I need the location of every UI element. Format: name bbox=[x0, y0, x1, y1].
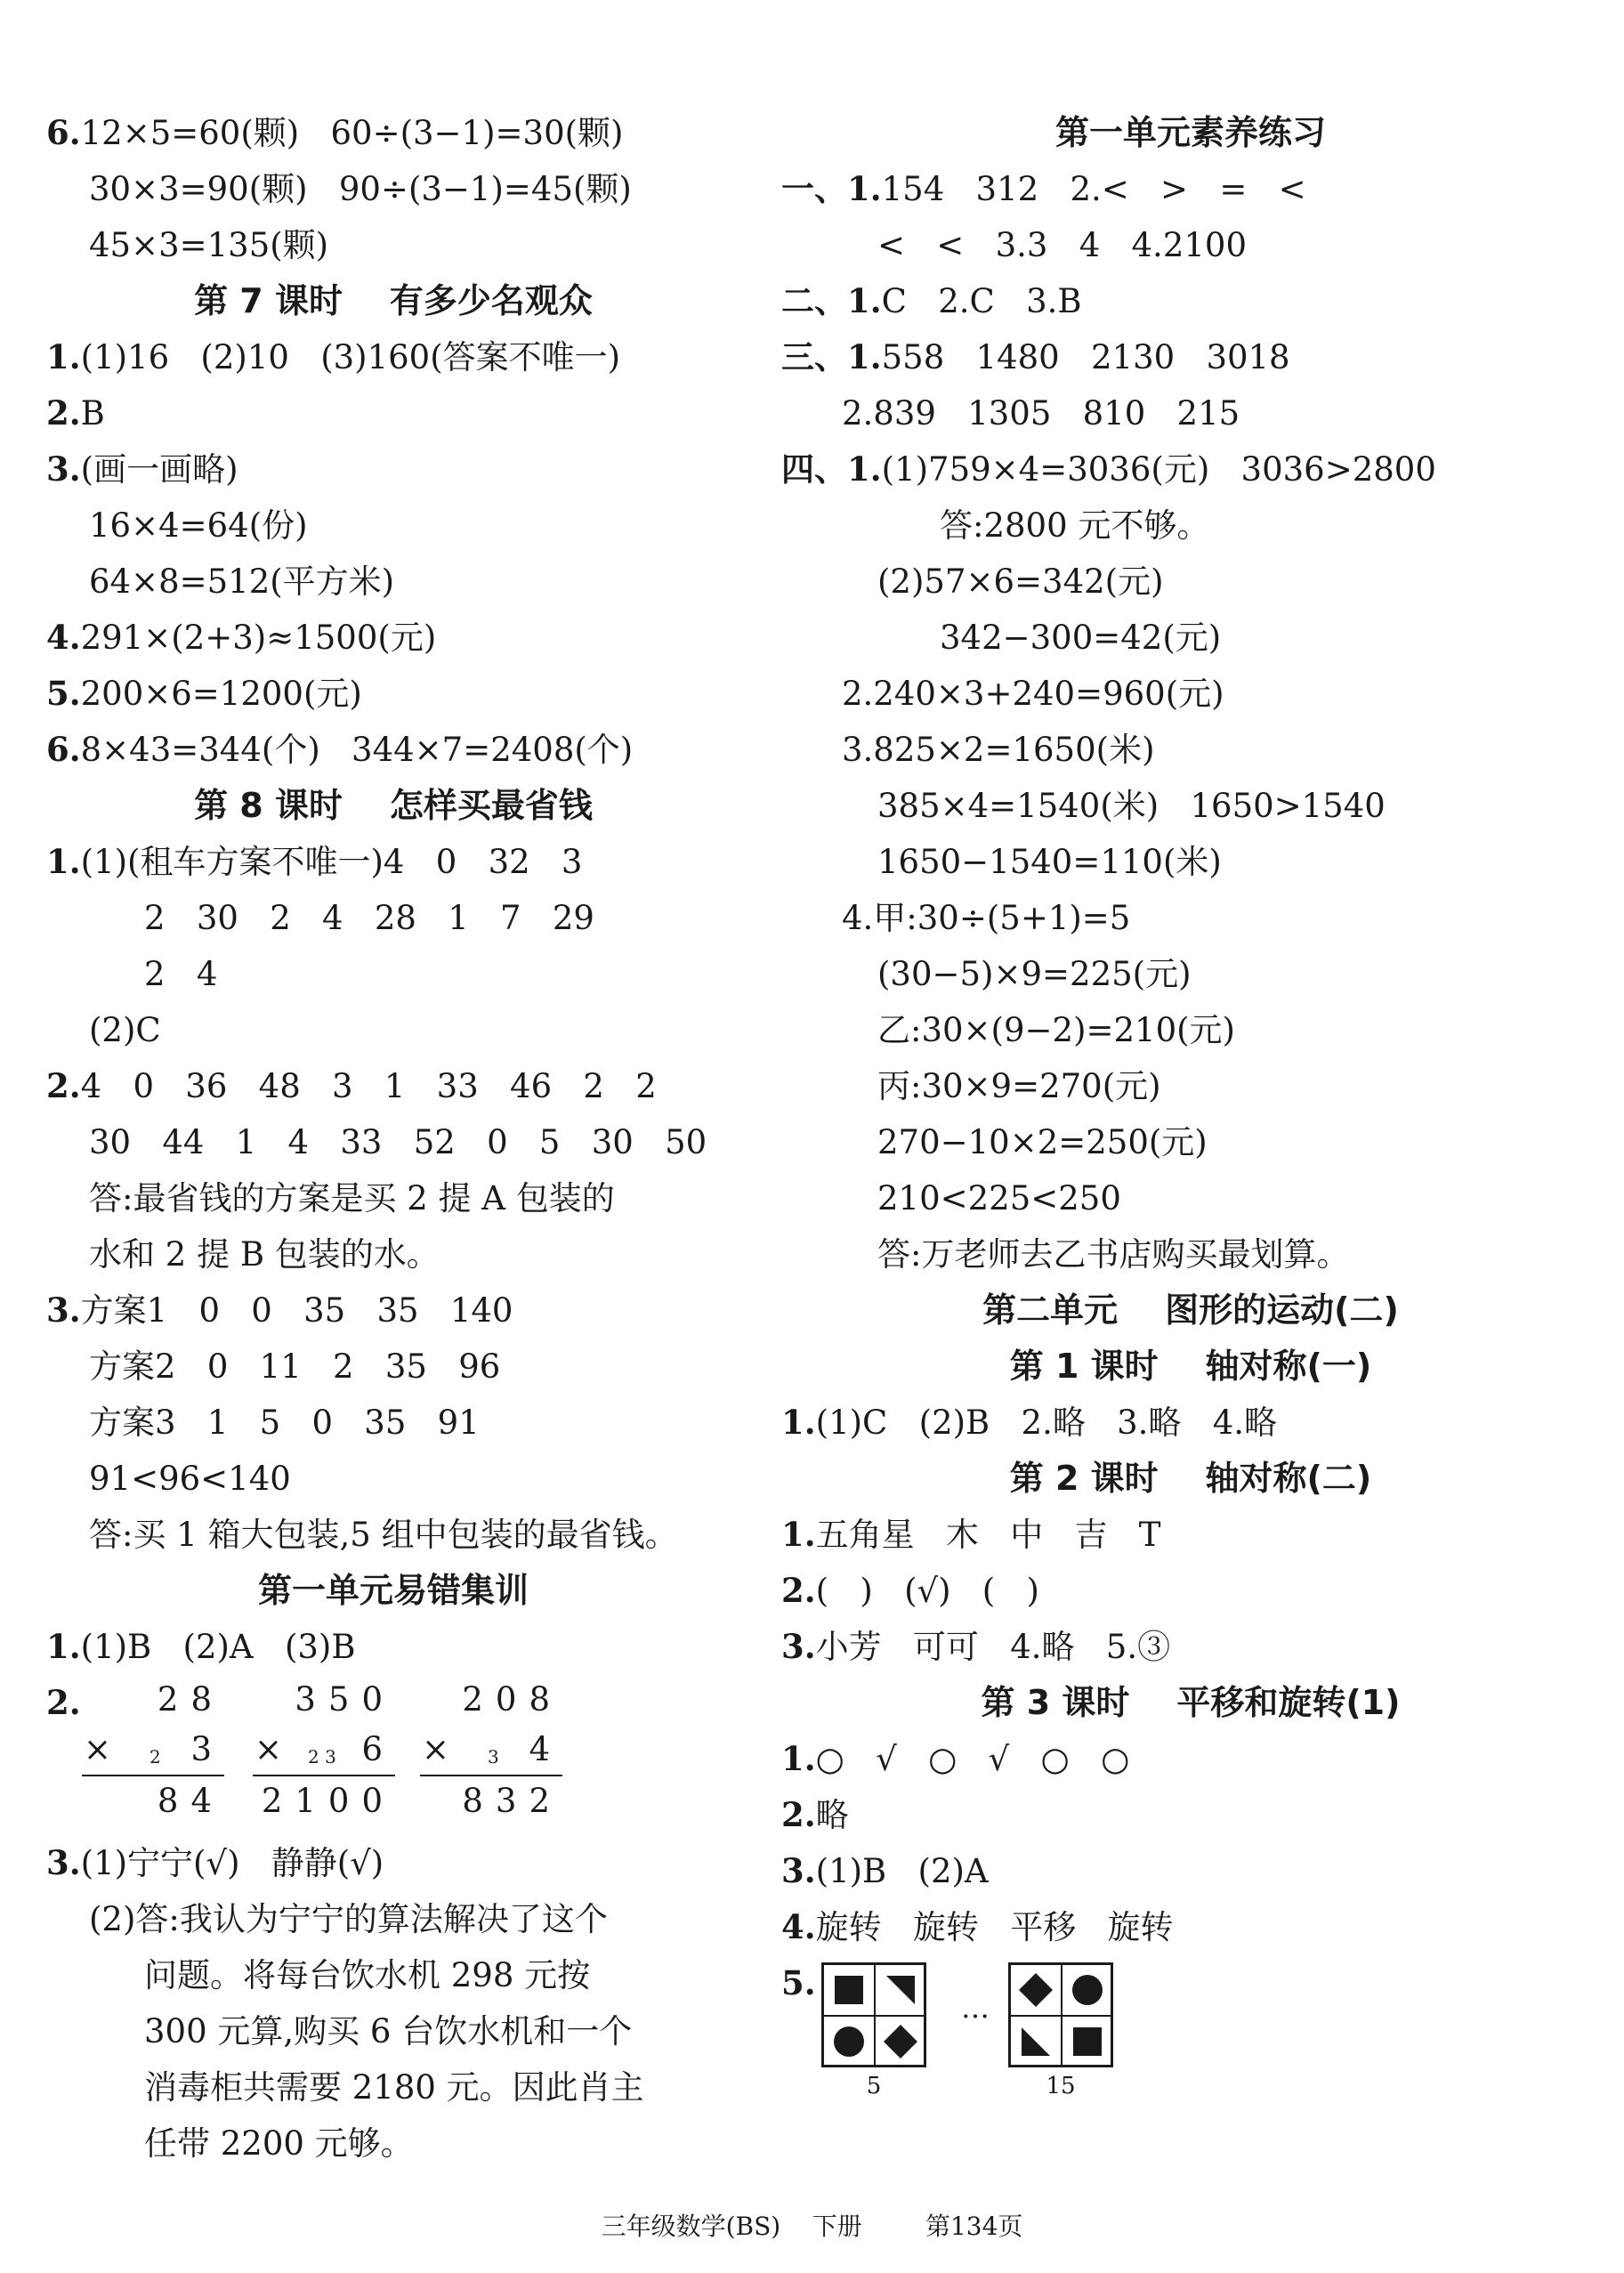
answer-line bbox=[781, 778, 1600, 834]
section-heading: 第二单元 图形的运动(二) bbox=[982, 1290, 1399, 1330]
answer-line bbox=[46, 1507, 740, 1563]
answer-line bbox=[781, 722, 1600, 778]
answer-text: (1)B (2)A bbox=[815, 1852, 989, 1890]
question-number: 1. bbox=[46, 842, 81, 881]
section-heading: 第 1 课时 轴对称(一) bbox=[1009, 1347, 1372, 1386]
answer-line bbox=[781, 1002, 1600, 1058]
answer-line bbox=[781, 1899, 1600, 1955]
answer-line bbox=[46, 890, 740, 946]
answer-text: 2 30 2 4 28 1 7 29 bbox=[144, 899, 594, 937]
answer-text: 丙:30×9=270(元) bbox=[877, 1067, 1161, 1105]
question-number: 2. bbox=[781, 1795, 816, 1834]
answer-text: 略 bbox=[815, 1796, 849, 1834]
answer-text: B bbox=[80, 394, 105, 433]
question-number: 1. bbox=[781, 1739, 816, 1778]
square-icon bbox=[1062, 2017, 1112, 2067]
carry-digits: 2 3 bbox=[308, 1746, 336, 1767]
answer-line bbox=[781, 610, 1600, 666]
answer-line bbox=[46, 1170, 740, 1226]
answer-text: (2)答:我认为宁宁的算法解决了这个 bbox=[89, 1900, 608, 1938]
answer-line bbox=[46, 497, 740, 554]
answer-line bbox=[46, 722, 740, 778]
multiplier-row bbox=[420, 1725, 562, 1775]
answer-line bbox=[781, 946, 1600, 1002]
question-number: 6. bbox=[46, 730, 81, 769]
diamond-icon bbox=[876, 2017, 925, 2067]
question-number: 三、1. bbox=[781, 337, 882, 376]
answer-line bbox=[46, 1114, 740, 1170]
left-column bbox=[46, 105, 740, 2172]
question-number: 4. bbox=[781, 1907, 816, 1946]
answer-text: 方案3 1 5 0 35 91 bbox=[89, 1403, 480, 1442]
answer-text: C 2.C 3.B bbox=[881, 282, 1082, 320]
answer-line bbox=[46, 1451, 740, 1507]
answer-text: 342−300=42(元) bbox=[940, 619, 1222, 657]
question-number: 四、1. bbox=[781, 449, 882, 489]
answer-line bbox=[46, 2003, 740, 2059]
answer-text: 12×5=60(颗) 60÷(3−1)=30(颗) bbox=[80, 114, 624, 152]
answer-text: 方案2 0 11 2 35 96 bbox=[89, 1347, 501, 1386]
section-heading: 第 3 课时 平移和旋转(1) bbox=[981, 1683, 1401, 1722]
answer-line bbox=[46, 329, 740, 385]
answer-text: 2 4 bbox=[144, 955, 218, 993]
answer-text: 30 44 1 4 33 52 0 5 30 50 bbox=[89, 1123, 707, 1161]
answer-text: (1)759×4=3036(元) 3036>2800 bbox=[881, 450, 1436, 489]
answer-line bbox=[46, 1891, 740, 1947]
answer-line bbox=[781, 385, 1600, 441]
answer-line bbox=[781, 1058, 1600, 1114]
answer-text: 154 312 2.< > = < bbox=[881, 170, 1306, 208]
product: 2100 bbox=[253, 1775, 395, 1826]
answer-line bbox=[781, 217, 1600, 273]
answer-text: 乙:30×(9−2)=210(元) bbox=[877, 1011, 1235, 1049]
product: 84 bbox=[82, 1775, 224, 1826]
question-number: 2. bbox=[46, 393, 81, 433]
answer-line bbox=[46, 385, 740, 441]
vertical-multiplication bbox=[253, 1675, 395, 1826]
answer-text: 方案1 0 0 35 35 140 bbox=[80, 1291, 513, 1330]
grid-caption: 5 bbox=[866, 2073, 882, 2099]
answer-line bbox=[46, 834, 740, 890]
grid-caption: 15 bbox=[1046, 2073, 1076, 2099]
answer-line bbox=[781, 890, 1600, 946]
question-number: 2. bbox=[46, 1066, 81, 1105]
answer-line bbox=[781, 329, 1600, 385]
answer-text: ( ) (√) ( ) bbox=[815, 1572, 1039, 1610]
answer-text: 45×3=135(颗) bbox=[89, 226, 329, 264]
answer-line bbox=[46, 1282, 740, 1339]
answer-line bbox=[781, 1226, 1600, 1282]
question-number: 二、1. bbox=[781, 281, 882, 320]
rotation-figure bbox=[781, 1955, 1600, 2099]
answer-text: (2)C bbox=[89, 1011, 161, 1049]
answer-text: < < 3.3 4 4.2100 bbox=[877, 226, 1247, 264]
question-number: 5. bbox=[781, 1963, 816, 2002]
answer-text: 答:2800 元不够。 bbox=[940, 506, 1210, 545]
answer-text: (1)宁宁(√) 静静(√) bbox=[80, 1844, 384, 1882]
answer-text: 270−10×2=250(元) bbox=[877, 1123, 1208, 1161]
vertical-multiplication bbox=[420, 1675, 562, 1826]
question-number: 2. bbox=[781, 1571, 816, 1610]
multiplier-row bbox=[82, 1725, 224, 1775]
times-sign: × bbox=[422, 1730, 450, 1768]
answer-line bbox=[46, 554, 740, 610]
answer-line bbox=[46, 1339, 740, 1395]
tri-tl-icon bbox=[1011, 2017, 1061, 2067]
answer-line bbox=[781, 1563, 1600, 1619]
answer-text: 2.240×3+240=960(元) bbox=[842, 675, 1224, 713]
answer-line bbox=[46, 946, 740, 1002]
answer-text: (1)16 (2)10 (3)160(答案不唯一) bbox=[80, 338, 621, 376]
answer-text: 任带 2200 元够。 bbox=[144, 2124, 414, 2163]
question-number: 2. bbox=[46, 1683, 81, 1722]
answer-text: 4.甲:30÷(5+1)=5 bbox=[842, 899, 1131, 937]
question-number: 3. bbox=[46, 1290, 81, 1330]
answer-text: 2.839 1305 810 215 bbox=[842, 394, 1240, 433]
answer-line bbox=[46, 1002, 740, 1058]
times-sign: × bbox=[255, 1730, 283, 1768]
question-number: 1. bbox=[781, 1403, 816, 1442]
answer-line bbox=[781, 1787, 1600, 1843]
circle-icon bbox=[824, 2017, 874, 2067]
question-number: 1. bbox=[46, 337, 81, 376]
answer-text: 答:最省钱的方案是买 2 提 A 包装的 bbox=[89, 1179, 615, 1217]
answer-line bbox=[781, 666, 1600, 722]
answer-line bbox=[46, 1395, 740, 1451]
answer-line bbox=[46, 1058, 740, 1114]
question-number: 一、1. bbox=[781, 169, 882, 208]
answer-text: 30×3=90(颗) 90÷(3−1)=45(颗) bbox=[89, 170, 632, 208]
answer-line bbox=[781, 1843, 1600, 1899]
answer-text: 300 元算,购买 6 台饮水机和一个 bbox=[144, 2012, 633, 2051]
answer-text: ○ √ ○ √ ○ ○ bbox=[815, 1740, 1130, 1778]
answer-text: 问题。将每台饮水机 298 元按 bbox=[144, 1956, 591, 1994]
answer-text: 3.825×2=1650(米) bbox=[842, 731, 1155, 769]
section-heading: 第一单元易错集训 bbox=[257, 1571, 529, 1610]
answer-line bbox=[781, 441, 1600, 497]
answer-text: 91<96<140 bbox=[89, 1460, 291, 1498]
multiplier-row bbox=[253, 1725, 395, 1775]
multiplier: 6 bbox=[361, 1730, 395, 1768]
answer-text: (画一画略) bbox=[80, 450, 238, 489]
answer-line bbox=[781, 1395, 1600, 1451]
carry-digits: 3 bbox=[488, 1746, 499, 1767]
question-number: 1. bbox=[46, 1627, 81, 1666]
answer-line bbox=[781, 554, 1600, 610]
times-sign: × bbox=[84, 1730, 112, 1768]
answer-text: 64×8=512(平方米) bbox=[89, 562, 395, 601]
answer-line bbox=[46, 666, 740, 722]
answer-text: (1)(租车方案不唯一)4 0 32 3 bbox=[80, 843, 583, 881]
question-number: 3. bbox=[781, 1851, 816, 1890]
question-number: 3. bbox=[46, 1843, 81, 1882]
section-heading: 第 8 课时 怎样买最省钱 bbox=[194, 786, 593, 825]
section-heading: 第 7 课时 有多少名观众 bbox=[194, 281, 593, 320]
answer-line bbox=[46, 1947, 740, 2003]
diamond-icon bbox=[1011, 1965, 1061, 2015]
answer-text: 210<225<250 bbox=[877, 1179, 1121, 1217]
right-column bbox=[781, 105, 1600, 2099]
answer-line bbox=[781, 834, 1600, 890]
answer-text: 小芳 可可 4.略 5.③ bbox=[815, 1628, 1171, 1666]
answer-text: 答:万老师去乙书店购买最划算。 bbox=[877, 1235, 1350, 1274]
vertical-multiplication bbox=[82, 1675, 224, 1826]
answer-text: 558 1480 2130 3018 bbox=[881, 338, 1290, 376]
product: 832 bbox=[420, 1775, 562, 1826]
multiplicand: 208 bbox=[462, 1680, 562, 1719]
answer-line bbox=[46, 2115, 740, 2172]
question-number: 4. bbox=[46, 618, 81, 657]
answer-line bbox=[46, 217, 740, 273]
multiplicand: 350 bbox=[295, 1680, 395, 1719]
answer-text: 16×4=64(份) bbox=[89, 506, 308, 545]
answer-text: (30−5)×9=225(元) bbox=[877, 955, 1192, 993]
answer-line bbox=[781, 1507, 1600, 1563]
answer-line bbox=[46, 610, 740, 666]
answer-line bbox=[781, 1619, 1600, 1675]
answer-line bbox=[46, 1226, 740, 1282]
answer-text: 水和 2 提 B 包装的水。 bbox=[89, 1235, 440, 1274]
question-number: 3. bbox=[46, 449, 81, 489]
carry-digits: 2 bbox=[149, 1746, 161, 1767]
answer-line bbox=[46, 441, 740, 497]
answer-text: 4 0 36 48 3 1 33 46 2 2 bbox=[80, 1067, 657, 1105]
question-number: 5. bbox=[46, 674, 81, 713]
answer-line bbox=[46, 105, 740, 161]
section-heading: 第一单元素养练习 bbox=[1054, 113, 1326, 152]
ellipsis: … bbox=[961, 1991, 990, 2025]
answer-line bbox=[781, 161, 1600, 217]
answer-text: 消毒柜共需要 2180 元。因此肖主 bbox=[144, 2068, 644, 2107]
answer-text: 385×4=1540(米) 1650>1540 bbox=[877, 787, 1386, 825]
answer-line bbox=[781, 273, 1600, 329]
vertical-multiplication-group bbox=[46, 1675, 740, 1835]
answer-line bbox=[781, 497, 1600, 554]
answer-line bbox=[46, 1835, 740, 1891]
answer-text: (1)C (2)B 2.略 3.略 4.略 bbox=[815, 1403, 1278, 1442]
multiplicand: 28 bbox=[157, 1680, 224, 1719]
answer-line bbox=[46, 1619, 740, 1675]
section-heading: 第 2 课时 轴对称(二) bbox=[1009, 1459, 1372, 1498]
answer-line bbox=[46, 2059, 740, 2115]
answer-line bbox=[781, 1114, 1600, 1170]
question-number: 6. bbox=[46, 113, 81, 152]
page-footer: 三年级数学(BS) 下册 第134页 bbox=[601, 2212, 1023, 2241]
answer-text: 答:买 1 箱大包装,5 组中包装的最省钱。 bbox=[89, 1516, 678, 1554]
answer-line bbox=[781, 1170, 1600, 1226]
multiplier: 4 bbox=[529, 1730, 562, 1768]
multiplier: 3 bbox=[190, 1730, 224, 1768]
shape-grid bbox=[1008, 1962, 1113, 2067]
square-icon bbox=[824, 1965, 874, 2015]
answer-text: 1650−1540=110(米) bbox=[877, 843, 1222, 881]
answer-text: 200×6=1200(元) bbox=[80, 675, 362, 713]
answer-text: 291×(2+3)≈1500(元) bbox=[80, 619, 437, 657]
answer-text: 8×43=344(个) 344×7=2408(个) bbox=[80, 731, 634, 769]
shape-grid bbox=[821, 1962, 926, 2067]
answer-text: (1)B (2)A (3)B bbox=[80, 1628, 356, 1666]
question-number: 1. bbox=[781, 1515, 816, 1554]
circle-icon bbox=[1062, 1965, 1112, 2015]
question-number: 3. bbox=[781, 1627, 816, 1666]
tri-br-icon bbox=[876, 1965, 925, 2015]
answer-text: (2)57×6=342(元) bbox=[877, 562, 1164, 601]
answer-text: 五角星 木 中 吉 T bbox=[815, 1516, 1161, 1554]
answer-line bbox=[46, 161, 740, 217]
answer-text: 旋转 旋转 平移 旋转 bbox=[815, 1908, 1174, 1946]
answer-line bbox=[781, 1731, 1600, 1787]
